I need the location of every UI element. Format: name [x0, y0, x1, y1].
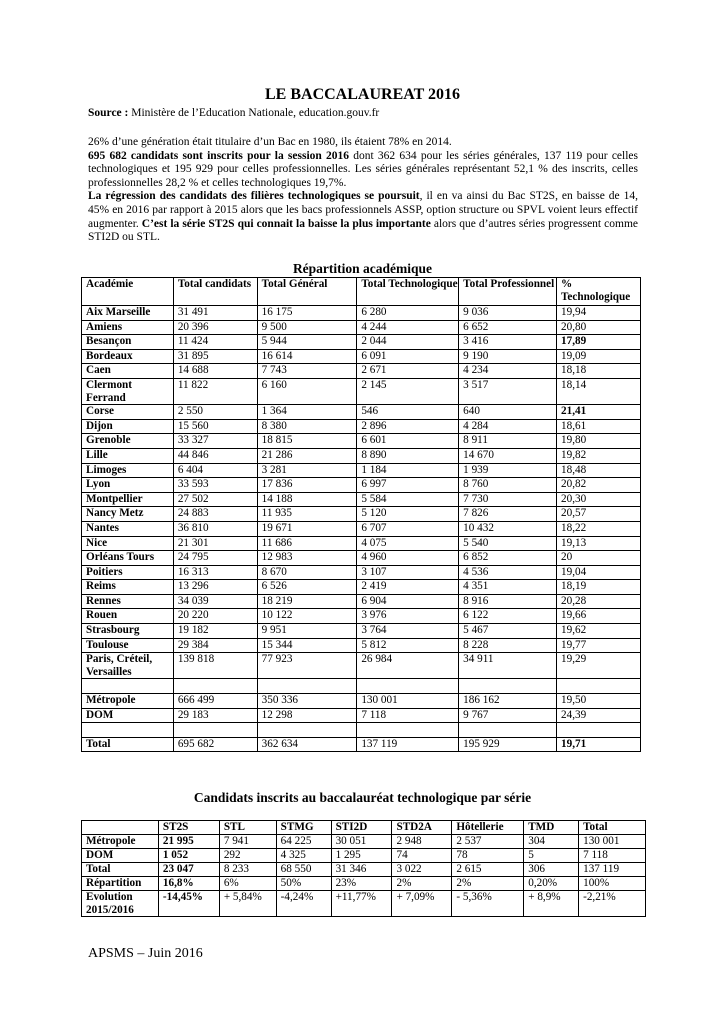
series-row-label: Métropole [82, 835, 159, 849]
academic-header-cell: Total Technologique [357, 278, 459, 306]
table-row [82, 320, 641, 335]
table-cell: 16 614 [257, 349, 357, 364]
table-cell: 130 001 [579, 835, 646, 849]
series-header-cell: STD2A [392, 821, 452, 835]
table-cell: 19,94 [557, 306, 641, 321]
table-cell: 137 119 [357, 737, 459, 752]
academy-name-cell: Paris, Créteil, Versailles [82, 653, 174, 679]
table-row [82, 463, 641, 478]
table-cell: 5 540 [459, 536, 557, 551]
intro-paragraph-1: 26% d’une génération était titulaire d’un Bac en 1980, ils étaient 78% en 2014. [88, 136, 452, 148]
table-cell: 64 225 [276, 835, 331, 849]
intro-paragraph-2 [88, 150, 638, 191]
table-cell: 20,80 [557, 320, 641, 335]
blank-row [82, 723, 641, 738]
table-cell: 7 743 [257, 364, 357, 379]
table-cell: -4,24% [276, 891, 331, 917]
table-cell: 186 162 [459, 694, 557, 709]
intro-p2-bold: 695 682 candidats sont inscrits pour la session 2016 [88, 149, 350, 162]
table-cell: 6 280 [357, 306, 459, 321]
table-cell: 68 550 [276, 863, 331, 877]
footer-text: APSMS – Juin 2016 [88, 946, 203, 961]
table-cell: 19,04 [557, 565, 641, 580]
empty-cell [173, 679, 257, 694]
table-cell: 4 536 [459, 565, 557, 580]
academy-name-cell: Nantes [82, 521, 174, 536]
table-cell: 9 190 [459, 349, 557, 364]
academic-header-cell: % Technologique [557, 278, 641, 306]
table-cell: 10 432 [459, 521, 557, 536]
table-cell: 4 234 [459, 364, 557, 379]
table-cell: -2,21% [579, 891, 646, 917]
table-cell: 7 118 [579, 849, 646, 863]
table-cell: 2 044 [357, 335, 459, 350]
series-header-cell: Hôtellerie [452, 821, 524, 835]
table-cell: 8 233 [219, 863, 276, 877]
table-cell: 3 022 [392, 863, 452, 877]
table-row [82, 306, 641, 321]
table-cell: 16,8% [158, 877, 219, 891]
academic-header-cell: Total Professionnel [459, 278, 557, 306]
table-cell: 33 593 [173, 478, 257, 493]
table-row [82, 405, 641, 420]
table-cell: 2 419 [357, 580, 459, 595]
table-cell: 34 039 [173, 594, 257, 609]
table-cell: 19,71 [557, 737, 641, 752]
table-cell: -14,45% [158, 891, 219, 917]
table-cell: 31 491 [173, 306, 257, 321]
table-cell: 6 404 [173, 463, 257, 478]
table-cell: 5 120 [357, 507, 459, 522]
table-cell: 44 846 [173, 448, 257, 463]
table-cell: 4 351 [459, 580, 557, 595]
series-header-cell: TMD [524, 821, 579, 835]
academy-name-cell: Toulouse [82, 638, 174, 653]
table-cell: 7 730 [459, 492, 557, 507]
table-cell: 21 286 [257, 448, 357, 463]
table-cell: 18,61 [557, 419, 641, 434]
table-cell: 9 767 [459, 708, 557, 723]
table-cell: 0,20% [524, 877, 579, 891]
intro-paragraph-3 [88, 190, 638, 244]
academic-header-row [82, 278, 641, 306]
table-cell: 17 836 [257, 478, 357, 493]
table-cell: 2 671 [357, 364, 459, 379]
series-header-cell: STL [219, 821, 276, 835]
table-row [82, 737, 641, 752]
table-cell: 14 188 [257, 492, 357, 507]
table-cell: 78 [452, 849, 524, 863]
table-cell: 18 815 [257, 434, 357, 449]
table-cell: 17,89 [557, 335, 641, 350]
intro-text [88, 136, 638, 245]
table-cell: 13 296 [173, 580, 257, 595]
academy-name-cell: Caen [82, 364, 174, 379]
table-cell: 1 939 [459, 463, 557, 478]
academy-name-cell: Poitiers [82, 565, 174, 580]
table-cell: 31 346 [331, 863, 392, 877]
table-cell: 21 995 [158, 835, 219, 849]
table-cell: 8 380 [257, 419, 357, 434]
table-row [82, 378, 641, 404]
empty-cell [257, 679, 357, 694]
empty-cell [459, 679, 557, 694]
table-cell: 7 826 [459, 507, 557, 522]
series-header-row [82, 821, 646, 835]
table-row [82, 448, 641, 463]
table-row [82, 551, 641, 566]
table-row [82, 638, 641, 653]
table-cell: 8 911 [459, 434, 557, 449]
intro-p2-rest: dont 362 634 pour les séries générales, 137 119 pour celles technologiques et 195 929 pour celles professionnelles. Les séries générales représentant 52,1 % des inscrits, celles professionnelles 28,2 % et celles technologiques 19,7%. [88, 149, 639, 189]
table-row [82, 364, 641, 379]
empty-cell [82, 723, 174, 738]
table-cell: 19,50 [557, 694, 641, 709]
table-cell: 21 301 [173, 536, 257, 551]
academic-header-cell: Académie [82, 278, 174, 306]
academy-name-cell: Grenoble [82, 434, 174, 449]
table-cell: 8 670 [257, 565, 357, 580]
table-cell: 1 184 [357, 463, 459, 478]
table-row [82, 849, 646, 863]
table-cell: +11,77% [331, 891, 392, 917]
table-row [82, 594, 641, 609]
table-cell: 74 [392, 849, 452, 863]
table-cell: 18,14 [557, 378, 641, 404]
table-cell: 20,30 [557, 492, 641, 507]
table-row [82, 863, 646, 877]
table-cell: 19,80 [557, 434, 641, 449]
table-cell: 23 047 [158, 863, 219, 877]
table-cell: 304 [524, 835, 579, 849]
table-cell: 195 929 [459, 737, 557, 752]
table-cell: 36 810 [173, 521, 257, 536]
table-cell: 3 764 [357, 624, 459, 639]
series-table-body [82, 835, 646, 917]
academy-name-cell: Corse [82, 405, 174, 420]
table-row [82, 624, 641, 639]
empty-cell [557, 679, 641, 694]
table-cell: 7 118 [357, 708, 459, 723]
series-row-label: Total [82, 863, 159, 877]
series-row-label: DOM [82, 849, 159, 863]
table-cell: 2 537 [452, 835, 524, 849]
table-cell: 6 904 [357, 594, 459, 609]
table-row [82, 877, 646, 891]
table-cell: 5 [524, 849, 579, 863]
academic-table-body [82, 306, 641, 752]
table-cell: 4 075 [357, 536, 459, 551]
table-cell: 5 467 [459, 624, 557, 639]
table-cell: 4 960 [357, 551, 459, 566]
academy-name-cell: Total [82, 737, 174, 752]
table-cell: 2 145 [357, 378, 459, 404]
table-cell: 14 688 [173, 364, 257, 379]
empty-cell [257, 723, 357, 738]
table-cell: 77 923 [257, 653, 357, 679]
table-cell: 3 416 [459, 335, 557, 350]
academy-name-cell: Rouen [82, 609, 174, 624]
series-row-label: Evolution 2015/2016 [82, 891, 159, 917]
table-cell: 26 984 [357, 653, 459, 679]
academy-name-cell: Rennes [82, 594, 174, 609]
table-cell: 14 670 [459, 448, 557, 463]
table-cell: 6 122 [459, 609, 557, 624]
table-cell: 19,09 [557, 349, 641, 364]
table-cell: 18,22 [557, 521, 641, 536]
table-cell: 292 [219, 849, 276, 863]
table-cell: 20 [557, 551, 641, 566]
table-cell: 20 396 [173, 320, 257, 335]
academy-name-cell: Lyon [82, 478, 174, 493]
table-row [82, 335, 641, 350]
table-cell: - 5,36% [452, 891, 524, 917]
empty-cell [459, 723, 557, 738]
series-header-cell: ST2S [158, 821, 219, 835]
table-cell: 6 997 [357, 478, 459, 493]
table-cell: 2 948 [392, 835, 452, 849]
table-cell: 7 941 [219, 835, 276, 849]
table-cell: 6 601 [357, 434, 459, 449]
academy-name-cell: DOM [82, 708, 174, 723]
table-cell: 15 560 [173, 419, 257, 434]
table-cell: 19 671 [257, 521, 357, 536]
table-row [82, 609, 641, 624]
table-row [82, 507, 641, 522]
empty-cell [357, 679, 459, 694]
series-table [81, 820, 646, 917]
table-cell: 19,66 [557, 609, 641, 624]
table-cell: 27 502 [173, 492, 257, 507]
table-cell: 18,19 [557, 580, 641, 595]
table-cell: 19,13 [557, 536, 641, 551]
table-cell: 139 818 [173, 653, 257, 679]
table-cell: 6 652 [459, 320, 557, 335]
table-cell: + 5,84% [219, 891, 276, 917]
table-cell: 11 822 [173, 378, 257, 404]
table-cell: 18,18 [557, 364, 641, 379]
table-cell: 20 220 [173, 609, 257, 624]
table-cell: 19,62 [557, 624, 641, 639]
source-text: Ministère de l’Education Nationale, education.gouv.fr [128, 107, 380, 119]
table-cell: 20,57 [557, 507, 641, 522]
table-cell: 6 091 [357, 349, 459, 364]
table-row [82, 708, 641, 723]
empty-cell [557, 723, 641, 738]
academy-name-cell: Bordeaux [82, 349, 174, 364]
table-row [82, 536, 641, 551]
series-header-cell: STI2D [331, 821, 392, 835]
table-cell: 21,41 [557, 405, 641, 420]
academy-name-cell: Nice [82, 536, 174, 551]
table-cell: 24 883 [173, 507, 257, 522]
table-cell: 2% [392, 877, 452, 891]
table-cell: 20,28 [557, 594, 641, 609]
table-cell: 15 344 [257, 638, 357, 653]
table-row [82, 419, 641, 434]
table-cell: 1 364 [257, 405, 357, 420]
table-row [82, 349, 641, 364]
table-cell: 18 219 [257, 594, 357, 609]
table-cell: 10 122 [257, 609, 357, 624]
table-cell: 33 327 [173, 434, 257, 449]
table-cell: 18,48 [557, 463, 641, 478]
table-cell: 2% [452, 877, 524, 891]
academy-name-cell: Strasbourg [82, 624, 174, 639]
academy-name-cell: Nancy Metz [82, 507, 174, 522]
table-cell: 8 228 [459, 638, 557, 653]
table-cell: 5 944 [257, 335, 357, 350]
table-cell: 30 051 [331, 835, 392, 849]
academy-name-cell: Aix Marseille [82, 306, 174, 321]
table-cell: 31 895 [173, 349, 257, 364]
intro-p3-mid: , il en va ainsi du Bac ST2S, en baisse de 14, 45% en 2016 par rapport à 2015 alors que les bacs professionnels ASSP, option structure ou SPVL voient leurs effectif augmenter. [88, 190, 639, 230]
series-row-label: Répartition [82, 877, 159, 891]
academic-header-cell: Total candidats [173, 278, 257, 306]
table-cell: 11 424 [173, 335, 257, 350]
table-cell: 8 760 [459, 478, 557, 493]
table-cell: 24,39 [557, 708, 641, 723]
table-cell: 8 890 [357, 448, 459, 463]
table-cell: 100% [579, 877, 646, 891]
empty-cell [357, 723, 459, 738]
table-cell: 29 183 [173, 708, 257, 723]
table-row [82, 694, 641, 709]
table-row [82, 492, 641, 507]
table-row [82, 521, 641, 536]
table-row [82, 580, 641, 595]
table-cell: + 8,9% [524, 891, 579, 917]
table-cell: 12 298 [257, 708, 357, 723]
table-cell: 20,82 [557, 478, 641, 493]
academy-name-cell: Montpellier [82, 492, 174, 507]
table-cell: 137 119 [579, 863, 646, 877]
table-cell: 5 584 [357, 492, 459, 507]
blank-row [82, 679, 641, 694]
table-cell: 19,82 [557, 448, 641, 463]
table-cell: 2 896 [357, 419, 459, 434]
academic-header-cell: Total Général [257, 278, 357, 306]
source-line [88, 107, 379, 119]
table-cell: 362 634 [257, 737, 357, 752]
academy-name-cell: Dijon [82, 419, 174, 434]
academy-name-cell: Limoges [82, 463, 174, 478]
table-cell: 19,77 [557, 638, 641, 653]
table-cell: 12 983 [257, 551, 357, 566]
source-label: Source : [88, 107, 129, 119]
table-cell: 130 001 [357, 694, 459, 709]
table-cell: 5 812 [357, 638, 459, 653]
table-cell: 9 951 [257, 624, 357, 639]
table-cell: 3 976 [357, 609, 459, 624]
table-cell: 6 852 [459, 551, 557, 566]
table-row [82, 478, 641, 493]
table-cell: 3 281 [257, 463, 357, 478]
table-cell: 29 384 [173, 638, 257, 653]
table-cell: 1 052 [158, 849, 219, 863]
table-cell: 2 615 [452, 863, 524, 877]
table-cell: 4 244 [357, 320, 459, 335]
academy-name-cell: Clermont Ferrand [82, 378, 174, 404]
table-row [82, 653, 641, 679]
table-cell: 11 935 [257, 507, 357, 522]
table-cell: 640 [459, 405, 557, 420]
table-row [82, 891, 646, 917]
table-cell: 666 499 [173, 694, 257, 709]
table-cell: 6 707 [357, 521, 459, 536]
empty-cell [82, 679, 174, 694]
table-cell: 9 036 [459, 306, 557, 321]
series-section-title: Candidats inscrits au baccalauréat technologique par série [193, 790, 532, 805]
academy-name-cell: Reims [82, 580, 174, 595]
table-cell: 4 325 [276, 849, 331, 863]
academic-table [81, 277, 641, 752]
table-cell: 1 295 [331, 849, 392, 863]
intro-p3-bold2: C’est la série ST2S qui connait la baisse la plus importante [141, 217, 431, 230]
table-cell: 695 682 [173, 737, 257, 752]
table-cell: 19 182 [173, 624, 257, 639]
table-row [82, 565, 641, 580]
table-cell: 306 [524, 863, 579, 877]
table-cell: 2 550 [173, 405, 257, 420]
table-cell: 6 526 [257, 580, 357, 595]
series-header-cell [82, 821, 159, 835]
academy-name-cell: Besançon [82, 335, 174, 350]
academy-name-cell: Métropole [82, 694, 174, 709]
table-cell: 546 [357, 405, 459, 420]
table-cell: 16 313 [173, 565, 257, 580]
academic-section-title: Répartition académique [292, 261, 433, 276]
table-cell: 50% [276, 877, 331, 891]
empty-cell [173, 723, 257, 738]
table-cell: 6% [219, 877, 276, 891]
table-cell: 3 517 [459, 378, 557, 404]
table-cell: 4 284 [459, 419, 557, 434]
intro-p3-end: alors que d’autres séries progressent comme STI2D ou STL. [88, 217, 638, 244]
series-header-cell: STMG [276, 821, 331, 835]
table-cell: 34 911 [459, 653, 557, 679]
intro-p3-bold: La régression des candidats des filières technologiques se poursuit [88, 190, 420, 203]
table-cell: 16 175 [257, 306, 357, 321]
table-cell: 6 160 [257, 378, 357, 404]
table-row [82, 835, 646, 849]
table-cell: 3 107 [357, 565, 459, 580]
academy-name-cell: Lille [82, 448, 174, 463]
document-title: LE BACCALAUREAT 2016 [265, 86, 460, 103]
academy-name-cell: Orléans Tours [82, 551, 174, 566]
table-cell: 24 795 [173, 551, 257, 566]
table-row [82, 434, 641, 449]
table-cell: 23% [331, 877, 392, 891]
table-cell: 8 916 [459, 594, 557, 609]
table-cell: 11 686 [257, 536, 357, 551]
academy-name-cell: Amiens [82, 320, 174, 335]
table-cell: + 7,09% [392, 891, 452, 917]
table-cell: 350 336 [257, 694, 357, 709]
table-cell: 9 500 [257, 320, 357, 335]
table-cell: 19,29 [557, 653, 641, 679]
series-header-cell: Total [579, 821, 646, 835]
